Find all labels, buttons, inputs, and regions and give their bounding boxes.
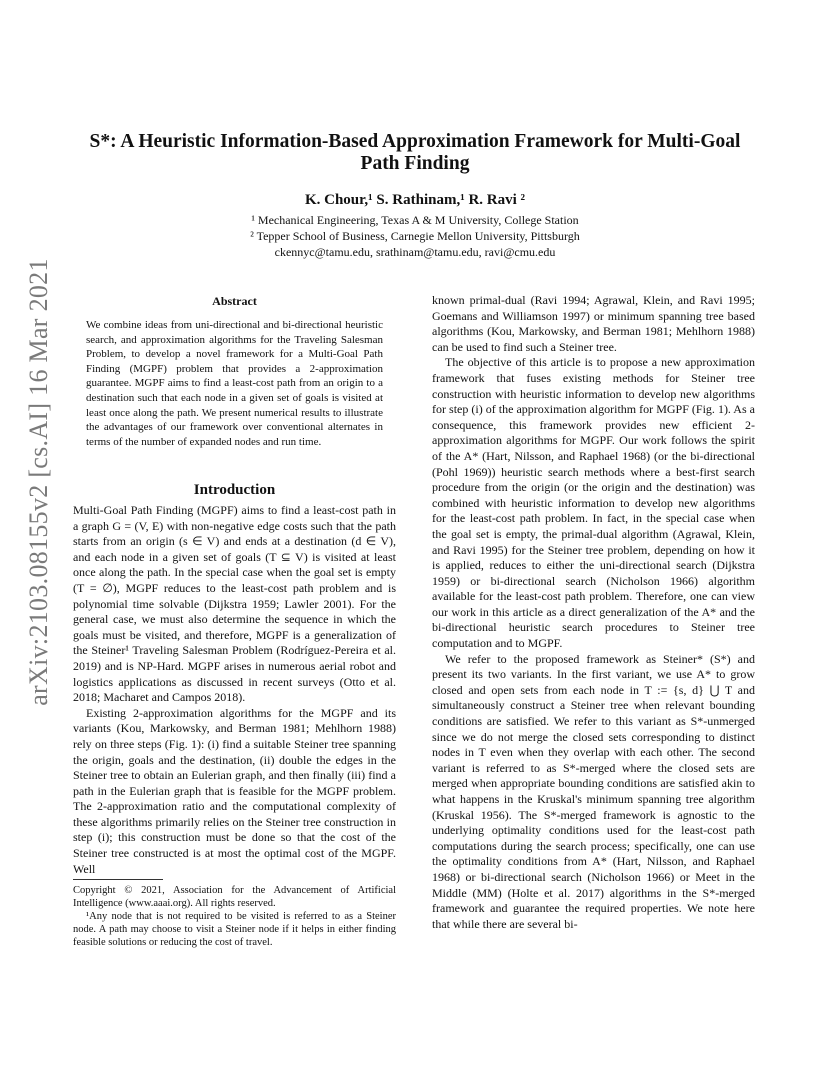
abstract-heading: Abstract <box>212 294 257 308</box>
abstract-text: We combine ideas from uni-directional and bi-directional heuristic search, and approximation algorithms for the Traveling Salesman Problem, to develop a novel framework for a Multi-Goal Path Finding (MGPF) problem that provides a 2-approximation guarantee. MGPF aims to find a least-cost path from an origin to a destination such that each node in a given set of goals is visited at least once along the path. We present numerical results to illustrate the advantages of our framework over conventional alternates in terms of the number of expanded nodes and run time. <box>86 319 383 448</box>
arxiv-identifier: arXiv:2103.08155v2 [cs.AI] 16 Mar 2021 <box>24 258 53 706</box>
copyright-note: Copyright © 2021, Association for the Advancement of Artificial Intelligence (www.aaai.org). All rights reserved. <box>73 885 396 909</box>
affiliation-1: ¹ Mechanical Engineering, Texas A & M University, College Station <box>251 213 579 227</box>
footnotes <box>73 884 396 949</box>
paper-authors: K. Chour,¹ S. Rathinam,¹ R. Ravi ² <box>304 192 526 208</box>
footnote-rule <box>73 879 163 880</box>
right-paragraph-3: We refer to the proposed framework as Steiner* (S*) and present its two variants. In the first variant, we use A* to grow closed and open sets from each node in T := {s, d} ⋃ T and simultaneously construct a Steiner tree when relevant bounding conditions are satisfied. We refer to this variant as S*-unmerged since we do not merge the closed sets corresponding to distinct nodes in T even when they overlap with each other. The second variant is referred to as S*-merged where the closed sets are merged when appropriate bounding conditions are satisfied akin to what happens in the Kruskal's minimum spanning tree algorithm (Kruskal 1956). The S*-merged framework is agnostic to the underlying optimality conditions used for the least-cost path computations during the search process; specifically, one can use the optimality conditions from A* (Hart, Nilsson, and Raphael 1968) or bi-directional search (Nicholson 1966) or Meet in the Middle (MM) (Holte et al. 2017) algorithms in the S*-merged framework and guarantee the required properties. We note here that while there are several bi- <box>432 651 755 931</box>
affiliations <box>80 212 750 260</box>
right-paragraph-2: The objective of this article is to propose a new approximation framework that fuses existing methods for Steiner tree construction with heuristic information to develop new algorithms for step (i) of the approximation algorithm for MGPF (Fig. 1). As a consequence, this framework provides new efficient 2-approximation algorithms for MGPF. Our work follows the spirit of the A* (Hart, Nilsson, and Raphael 1968) (or the bi-directional (Pohl 1969)) heuristic search methods where a best-first search procedure from the origin (or the origin and the destination) was combined with heuristic information to develop new algorithms for the least-cost path problem. In fact, in the special case when the goal set is empty, the primal-dual algorithm (Agrawal, Klein, and Ravi 1995) for the Steiner tree problem, depending on how it is applied, reduces to either the uni-directional search (Dijkstra 1959) or bi-directional search (Nicholson 1966) algorithm available for the least-cost path problem. Therefore, one can view our work in this article as a direct generalization of the A* and the bi-directional heuristic search procedures to Steiner tree computation and to MGPF. <box>432 355 755 651</box>
intro-paragraph-2: Existing 2-approximation algorithms for the MGPF and its variants (Kou, Markowsky, and Berman 1981; Mehlhorn 1988) rely on three steps (Fig. 1): (i) find a suitable Steiner tree spanning the origin, goals and the destination, (ii) double the edges in the Steiner tree to obtain an Eulerian graph, and then finally (iii) find a path in the Eulerian graph that is feasible for the MGPF problem. The 2-approximation ratio and the computational complexity of these algorithms primarily relies on the Steiner tree construction in step (i); this construction must be done so that the cost of the Steiner tree constructed is at most the optimal cost of the MGPF. Well <box>73 705 396 876</box>
paper-title: S*: A Heuristic Information-Based Approximation Framework for Multi-Goal Path Finding <box>89 131 741 174</box>
introduction-heading: Introduction <box>193 482 276 498</box>
author-emails: ckennyc@tamu.edu, srathinam@tamu.edu, ravi@cmu.edu <box>274 245 556 259</box>
intro-paragraph-1: Multi-Goal Path Finding (MGPF) aims to find a least-cost path in a graph G = (V, E) with non-negative edge costs such that the path starts from an origin (s ∈ V) and ends at a destination (d ∈ V), and each node in a given set of goals (T ⊆ V) is visited at least once along the path. In the special case when the goal set is empty (T = ∅), MGPF reduces to the least-cost path problem and is polynomial time solvable (Dijkstra 1959; Lawler 2001). For the general case, we must also determine the sequence in which the goals must be visited, and therefore, MGPF is a generalization of the Steiner¹ Traveling Salesman Problem (Rodríguez-Pereira et al. 2019) and is NP-Hard. MGPF arises in numerous aerial robot and logistics applications as discussed in recent surveys (Otto et al. 2018; Macharet and Campos 2018). <box>73 503 396 705</box>
footnote-1: ¹Any node that is not required to be visited is referred to as a Steiner node. A path may choose to visit a Steiner node if it helps in either finding feasible solutions or reducing the cost of travel. <box>73 911 396 948</box>
right-paragraph-1: known primal-dual (Ravi 1994; Agrawal, Klein, and Ravi 1995; Goemans and Williamson 1997) or minimum spanning tree based algorithms (Kou, Markowsky, and Berman 1981; Mehlhorn 1988) can be used to find such a Steiner tree. <box>432 293 755 354</box>
affiliation-2: ² Tepper School of Business, Carnegie Mellon University, Pittsburgh <box>250 229 580 243</box>
arxiv-sidebar <box>0 0 60 1072</box>
right-column <box>432 293 755 932</box>
introduction-body <box>73 503 396 877</box>
